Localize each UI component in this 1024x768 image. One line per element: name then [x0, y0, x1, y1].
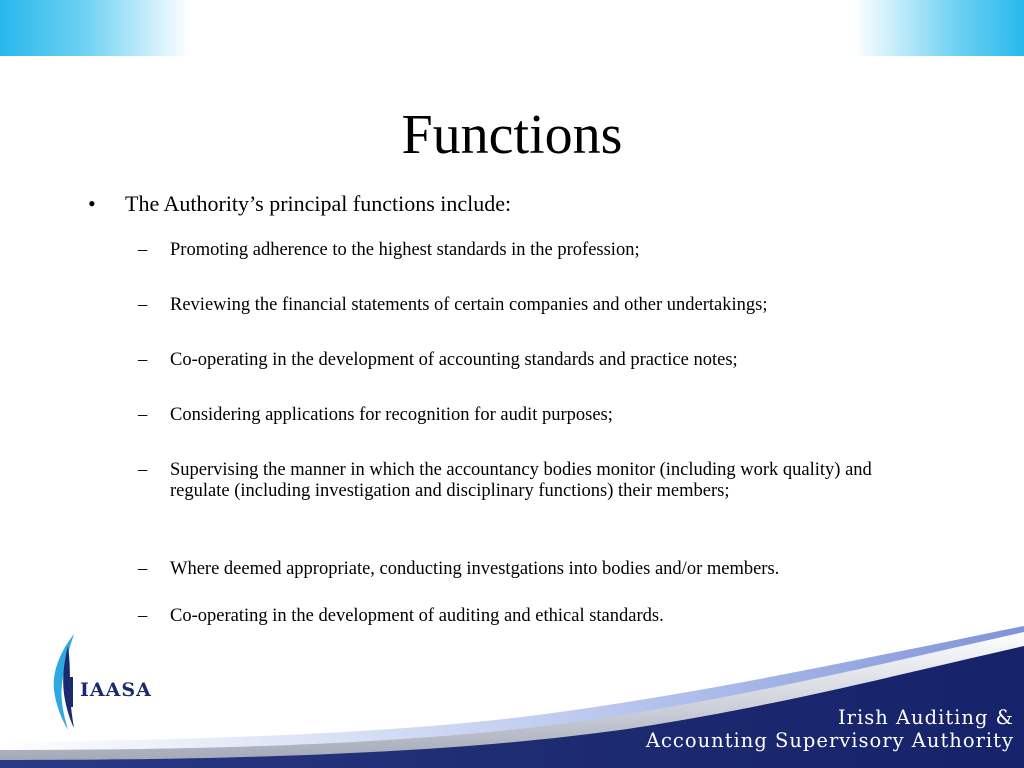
dash-marker: – — [138, 559, 148, 579]
dash-marker: – — [138, 460, 148, 480]
dash-marker: – — [138, 606, 148, 626]
sub-bullet-text: Where deemed appropriate, conducting investgations into bodies and/or members. — [170, 559, 780, 579]
organization-name-line2: Accounting Supervisory Authority — [645, 729, 1014, 752]
iaasa-logo-text: IAASA — [80, 679, 152, 701]
sub-bullet-text: Promoting adherence to the highest standards in the profession; — [170, 240, 640, 260]
organization-name — [646, 706, 1014, 752]
slide-title: Functions — [401, 104, 623, 166]
dash-marker: – — [138, 405, 148, 425]
top-right-decorative-band — [854, 0, 1024, 56]
dash-marker: – — [138, 240, 148, 260]
sub-bullet-text: Considering applications for recognition for audit purposes; — [170, 405, 613, 425]
main-bullet-text: The Authority’s principal functions include: — [125, 191, 512, 216]
bullet-marker: • — [88, 191, 96, 216]
sub-bullet-text: Supervising the manner in which the accountancy bodies monitor (including work quality) and regulate (including investigation and disciplinary functions) their members; — [170, 460, 872, 501]
sub-bullet-text: Reviewing the financial statements of certain companies and other undertakings; — [170, 295, 768, 315]
dash-marker: – — [138, 350, 148, 370]
top-left-decorative-band — [0, 0, 190, 56]
sub-bullet-text: Co-operating in the development of auditing and ethical standards. — [170, 606, 664, 626]
organization-name-line1: Irish Auditing & — [837, 706, 1014, 729]
sub-bullet-text: Co-operating in the development of accounting standards and practice notes; — [170, 350, 738, 370]
dash-marker: – — [138, 295, 148, 315]
